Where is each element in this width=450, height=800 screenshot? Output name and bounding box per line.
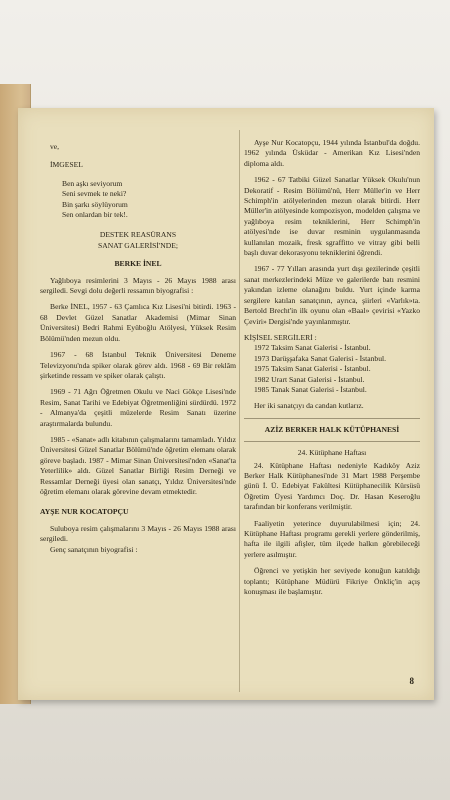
artist1-bio-paragraph: 1985 - «Sanat» adlı kitabının çalışmalarını tamamladı. Yıldız Üniversitesi Güzel Sanatlar Bölümü'nde öğretim elemanı olarak göreve başladı. 1987 - Mimar Sinan Üniversitesi'nden «Sanat'ta Yeterlilik» aldı. Güzel Sanatlar Birliği Resim Derneği ve Ressamlar Derneği üyesi olan sanatçı, Yıldız Üniversitesi'nde öğretim elemanı olarak görevine devam etmektedir. xyxy=(40,434,236,496)
artist2-bio-paragraph: Ayşe Nur Kocatopçu, 1944 yılında İstanbul'da doğdu. 1962 yılında Üsküdar - Amerikan Kız Lisesi'nden diploma aldı. xyxy=(244,138,420,168)
exhibition-item: 1985 Tanak Sanat Galerisi - İstanbul. xyxy=(254,384,367,394)
magazine-page xyxy=(18,108,434,700)
artist-name-aysenur: AYŞE NUR KOCATOPÇU xyxy=(40,507,129,517)
poem xyxy=(62,179,236,221)
exhibition-item: 1982 Urart Sanat Galerisi - İstanbul. xyxy=(254,374,365,384)
week-paragraph: 24. Kütüphane Haftası nedeniyle Kadıköy Aziz Berker Halk Kütüphanesi'nde 31 Mart 1988 Perşembe günü İ. Ü. Edebiyat Fakültesi Kütüphanecilik Kürsüsü Öğretim Üyesi Yardımcı Doç. Dr. Hasan Keseroğlu tarafından bir konferans verilmiştir. xyxy=(244,460,420,512)
artist-name-berke: BERKE İNEL xyxy=(114,259,162,269)
artist1-bio-paragraph: Berke İNEL, 1957 - 63 Çamlıca Kız Lisesi'ni bitirdi. 1963 - 68 Devlet Güzel Sanatlar Akademisi (Mimar Sinan Üniversitesi) Bedri Rahmi Eyüboğlu Atölyesi, Yüksek Resim Bölümü'nden mezun oldu. xyxy=(40,302,236,343)
right-column xyxy=(244,138,420,603)
artist2-intro: Suluboya resim çalışmalarını 3 Mayıs - 26 Mayıs 1988 arası sergiledi. xyxy=(40,523,236,544)
left-column xyxy=(40,138,236,561)
section-rule xyxy=(244,441,420,442)
week-paragraph: Faaliyetin yeterince duyurulabilmesi için; 24. Kütüphane Haftası programı gerekli yerlere gönderilmiş, hafta ile ilgili afişler, tüm ilçede halkın görebileceği yerlere asılmıştır. xyxy=(244,518,420,559)
artist2-bio-lead: Genç sanatçının biyografisi : xyxy=(50,544,138,554)
artist1-bio-paragraph: 1967 - 68 İstanbul Teknik Üniversitesi Deneme Televizyonu'nda spiker olarak görev aldı. 1968 - 69 Bir reklâm şirketinde ressam ve spiker olarak çalıştı. xyxy=(40,350,236,380)
exhibition-item: 1973 Darüşşafaka Sanat Galerisi - İstanbul. xyxy=(254,353,387,363)
exhibition-item: 1975 Taksim Sanat Galerisi - İstanbul. xyxy=(254,364,371,374)
library-title: AZİZ BERKER HALK KÜTÜPHANESİ xyxy=(264,424,400,434)
page-number: 8 xyxy=(409,676,414,686)
poem-line: Bin şarkı söylüyorum xyxy=(62,199,128,209)
congrats-line: Her iki sanatçıyı da candan kutlarız. xyxy=(254,401,364,411)
gallery-heading-line-2: SANAT GALERİSİ'NDE; xyxy=(98,240,178,250)
artist2-bio-paragraph: 1967 - 77 Yılları arasında yurt dışı gezilerinde çeşitli sanat merkezlerindeki Müze ve galerilerde batı resmini yakından izleme olanağını buldu. Yurt içinde karma sergilere katılan sanatçının, ayrıca, şiirleri «Varlık»ta. Bertold Brecht'in ilk oyunu olan «Baal» çevirisi «Yazko Çeviri» Dergisi'nde yayınlanmıştır. xyxy=(244,264,420,326)
poem-line: Sen onlardan bir tek!. xyxy=(62,210,128,220)
poem-line: Seni sevmek te neki? xyxy=(62,189,127,199)
poem-title: İMGESEL xyxy=(50,160,83,170)
artist1-bio-paragraph: 1969 - 71 Ağrı Öğretmen Okulu ve Naci Gökçe Lisesi'nde Resim, Sanat Tarihi ve Edebiyat Öğretmenliğini sürdürdü. 1972 - Almanya'da çeşitli müzelerde Resim Sanatı üzerine araştırmalarda bulundu. xyxy=(40,387,236,428)
week-title: 24. Kütüphane Haftası xyxy=(297,448,367,458)
artist2-bio-paragraph: 1962 - 67 Tatbiki Güzel Sanatlar Yüksek Okulu'nun Dekoratif - Resim Bölümü'nü, Herr Müller'in ve Herr Schimph'in atölyelerinden mezun olarak bitirdi. Herr Müller'in atölyesinde kompozisyon, modelden çalışma ve yağlıboya resim tekniklerini, Herr Schimph'in atölyesi'nde ise duvar resminin uygulanmasında kullanılan mozaik, fresk sgraffitto ve vitray gibi belli başlı duvar dekorasyonu tekniklerini öğrendi. xyxy=(244,175,420,258)
poem-last-line: ve, xyxy=(50,142,60,151)
gallery-heading-line-1: DESTEK REASÜRANS xyxy=(99,230,177,240)
section-rule xyxy=(244,418,420,419)
exhibition-item: 1972 Taksim Sanat Galerisi - İstanbul. xyxy=(254,343,371,353)
artist1-intro: Yağlıboya resimlerini 3 Mayıs - 26 Mayıs 1988 arası sergiledi. Sevgi dolu değerli ressamın biyografisi : xyxy=(40,275,236,296)
column-divider xyxy=(239,130,240,692)
poem-line: Ben aşkı seviyorum xyxy=(62,178,123,188)
exhibitions-title: KİŞİSEL SERGİLERİ : xyxy=(244,332,317,342)
week-paragraph: Öğrenci ve yetişkin her seviyede konuğun katıldığı toplantı; Kütüphane Müdürü Fikriye Önkliç'in açış konuşması ile başlamıştır. xyxy=(244,566,420,597)
exhibitions-list xyxy=(254,343,420,395)
